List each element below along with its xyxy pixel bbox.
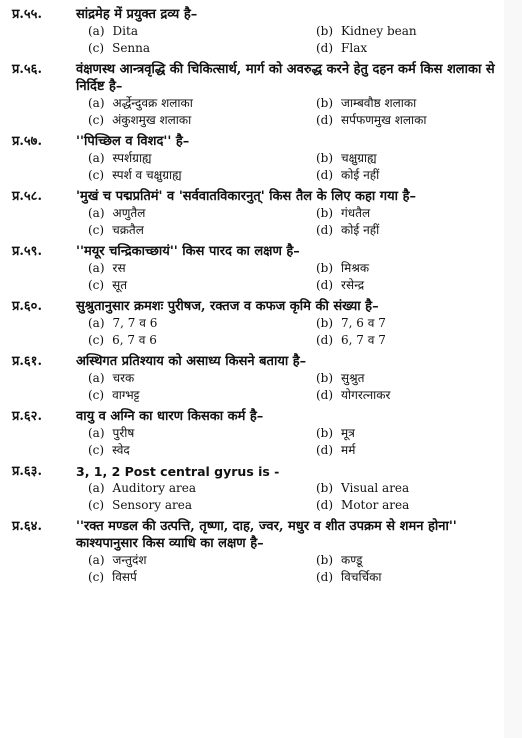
option-label: (c) <box>88 388 105 402</box>
answer-option[interactable] <box>316 552 514 569</box>
answer-option[interactable] <box>316 569 514 586</box>
answer-option[interactable] <box>316 112 514 129</box>
question-item <box>12 518 514 586</box>
option-label: (c) <box>88 113 105 127</box>
answer-option[interactable] <box>88 480 316 497</box>
scan-bleed <box>504 0 522 738</box>
answer-option[interactable] <box>88 40 316 57</box>
question-line <box>12 6 514 23</box>
answer-option[interactable] <box>316 442 514 459</box>
option-text: रस <box>112 261 126 275</box>
answer-option[interactable] <box>88 150 316 167</box>
option-label: (c) <box>88 570 105 584</box>
option-text: 6, 7 व 6 <box>112 333 157 347</box>
question-text: ''रक्त मण्डल की उत्पत्ति, तृष्णा, दाह, ज्वर, मधुर व शीत उपक्रम से शमन होना'' काश्यपानुसार किस व्याधि का लक्षण है– <box>76 519 457 551</box>
option-text: पुरीष <box>112 426 135 440</box>
answer-option[interactable] <box>316 222 514 239</box>
question-text: वंक्षणस्थ आन्त्रवृद्धि की चिकित्सार्थ, मार्ग को अवरुद्ध करने हेतु दहन कर्म किस शलाका से निर्दिष्ट है– <box>76 62 495 94</box>
question-line <box>12 298 514 315</box>
answer-option[interactable] <box>316 23 514 40</box>
option-text: योगरत्नाकर <box>341 388 391 402</box>
option-label: (b) <box>316 96 334 110</box>
answer-option[interactable] <box>316 150 514 167</box>
answer-option[interactable] <box>88 370 316 387</box>
question-number: प्र.६२. <box>12 409 42 424</box>
question-item <box>12 298 514 349</box>
question-text: वायु व अग्नि का धारण किसका कर्म है– <box>76 409 264 424</box>
option-text: मर्म <box>341 443 356 457</box>
options-grid <box>12 23 514 57</box>
option-label: (a) <box>88 206 105 220</box>
option-text: कोई नहीं <box>341 168 380 182</box>
option-text: Dita <box>112 24 138 38</box>
question-text: सांद्रमेह में प्रयुक्त द्रव्य है– <box>76 7 198 22</box>
question-text: 3, 1, 2 Post central gyrus is - <box>76 464 280 479</box>
option-text: Motor area <box>341 498 410 512</box>
option-label: (d) <box>316 41 334 55</box>
question-text: सुश्रुतानुसार क्रमशः पुरीषज, रक्तज व कफज कृमि की संख्या है– <box>76 299 379 314</box>
question-line <box>12 188 514 205</box>
answer-option[interactable] <box>316 260 514 277</box>
option-label: (c) <box>88 223 105 237</box>
question-list <box>12 6 514 586</box>
option-text: Senna <box>112 41 151 55</box>
options-grid <box>12 370 514 404</box>
question-number: प्र.६०. <box>12 299 42 314</box>
question-number: प्र.६१. <box>12 354 42 369</box>
answer-option[interactable] <box>316 332 514 349</box>
option-label: (a) <box>88 24 105 38</box>
option-label: (a) <box>88 316 105 330</box>
answer-option[interactable] <box>88 23 316 40</box>
option-label: (d) <box>316 278 334 292</box>
option-label: (d) <box>316 333 334 347</box>
option-label: (b) <box>316 151 334 165</box>
option-label: (c) <box>88 333 105 347</box>
option-label: (d) <box>316 498 334 512</box>
option-text: कण्डू <box>341 553 363 567</box>
question-item <box>12 61 514 129</box>
option-label: (a) <box>88 426 105 440</box>
option-text: चक्रतैल <box>112 223 144 237</box>
answer-option[interactable] <box>316 425 514 442</box>
option-label: (b) <box>316 24 334 38</box>
option-label: (d) <box>316 113 334 127</box>
option-text: विचर्चिका <box>341 570 382 584</box>
answer-option[interactable] <box>316 315 514 332</box>
answer-option[interactable] <box>88 222 316 239</box>
option-text: स्पर्शग्राह्य <box>112 151 152 165</box>
question-item <box>12 353 514 404</box>
option-label: (d) <box>316 223 334 237</box>
answer-option[interactable] <box>88 315 316 332</box>
answer-option[interactable] <box>88 442 316 459</box>
question-line <box>12 408 514 425</box>
question-number: प्र.६४. <box>12 519 42 534</box>
option-label: (b) <box>316 481 334 495</box>
question-line <box>12 243 514 260</box>
answer-option[interactable] <box>316 370 514 387</box>
option-label: (c) <box>88 498 105 512</box>
options-grid <box>12 150 514 184</box>
question-number: प्र.५६. <box>12 62 42 77</box>
question-line <box>12 133 514 150</box>
answer-option[interactable] <box>88 552 316 569</box>
option-text: Flax <box>341 41 368 55</box>
answer-option[interactable] <box>88 95 316 112</box>
question-number: प्र.५५. <box>12 7 42 22</box>
option-label: (c) <box>88 168 105 182</box>
question-number: प्र.६३. <box>12 464 42 479</box>
option-label: (d) <box>316 443 334 457</box>
question-item <box>12 243 514 294</box>
option-label: (a) <box>88 96 105 110</box>
answer-option[interactable] <box>316 480 514 497</box>
option-label: (d) <box>316 570 334 584</box>
option-text: मूत्र <box>341 426 355 440</box>
answer-option[interactable] <box>88 277 316 294</box>
option-label: (a) <box>88 481 105 495</box>
question-text: ''पिच्छिल व विशद'' है– <box>76 134 190 149</box>
option-label: (d) <box>316 388 334 402</box>
option-text: सुश्रुत <box>341 371 365 385</box>
option-label: (a) <box>88 553 105 567</box>
options-grid <box>12 95 514 129</box>
question-number: प्र.५९. <box>12 244 42 259</box>
answer-option[interactable] <box>88 205 316 222</box>
options-grid <box>12 552 514 586</box>
option-label: (b) <box>316 261 334 275</box>
option-label: (c) <box>88 278 105 292</box>
option-text: स्वेद <box>112 443 130 457</box>
answer-option[interactable] <box>88 425 316 442</box>
option-label: (b) <box>316 206 334 220</box>
question-text: 'मुखं च पद्मप्रतिमं' व 'सर्ववातविकारनुत्' किस तैल के लिए कहा गया है– <box>76 189 416 204</box>
option-label: (a) <box>88 151 105 165</box>
options-grid <box>12 480 514 514</box>
option-text: कोई नहीं <box>341 223 380 237</box>
answer-option[interactable] <box>316 277 514 294</box>
question-item <box>12 6 514 57</box>
option-text: विसर्प <box>112 570 137 584</box>
option-text: अणुतैल <box>112 206 146 220</box>
answer-option[interactable] <box>88 387 316 404</box>
option-text: स्पर्श व चक्षुग्राह्य <box>112 168 182 182</box>
question-number: प्र.५८. <box>12 189 42 204</box>
answer-option[interactable] <box>316 497 514 514</box>
option-text: 7, 6 व 7 <box>341 316 386 330</box>
option-text: जाम्बवौष्ठ शलाका <box>341 96 417 110</box>
option-label: (a) <box>88 261 105 275</box>
option-text: Kidney bean <box>341 24 417 38</box>
option-label: (c) <box>88 443 105 457</box>
question-line <box>12 518 514 552</box>
answer-option[interactable] <box>316 205 514 222</box>
option-label: (d) <box>316 168 334 182</box>
option-text: जन्तुदंश <box>112 553 147 567</box>
answer-option[interactable] <box>316 40 514 57</box>
option-label: (b) <box>316 426 334 440</box>
option-text: Visual area <box>341 481 410 495</box>
question-item <box>12 408 514 459</box>
answer-option[interactable] <box>316 167 514 184</box>
answer-option[interactable] <box>316 387 514 404</box>
option-text: गंधतैल <box>341 206 371 220</box>
option-text: Auditory area <box>112 481 196 495</box>
option-text: रसेन्द्र <box>341 278 365 292</box>
answer-option[interactable] <box>88 569 316 586</box>
question-item <box>12 133 514 184</box>
options-grid <box>12 425 514 459</box>
options-grid <box>12 260 514 294</box>
answer-option[interactable] <box>88 260 316 277</box>
options-grid <box>12 315 514 349</box>
option-text: 6, 7 व 7 <box>341 333 386 347</box>
question-item <box>12 463 514 514</box>
answer-option[interactable] <box>88 112 316 129</box>
option-text: अंकुशमुख शलाका <box>112 113 192 127</box>
option-text: वाग्भट्ट <box>112 388 140 402</box>
option-text: चक्षुग्राह्य <box>341 151 377 165</box>
options-grid <box>12 205 514 239</box>
option-text: सूत <box>112 278 128 292</box>
option-text: चरक <box>112 371 135 385</box>
option-label: (a) <box>88 371 105 385</box>
question-text: अस्थिगत प्रतिश्याय को असाध्य किसने बताया है– <box>76 354 307 369</box>
option-text: सर्पफणमुख शलाका <box>341 113 427 127</box>
option-text: 7, 7 व 6 <box>112 316 158 330</box>
question-line <box>12 463 514 480</box>
answer-option[interactable] <box>88 332 316 349</box>
option-text: अर्द्धेन्दुवक्र शलाका <box>112 96 193 110</box>
answer-option[interactable] <box>88 497 316 514</box>
option-label: (b) <box>316 553 334 567</box>
option-label: (c) <box>88 41 105 55</box>
answer-option[interactable] <box>316 95 514 112</box>
question-line <box>12 353 514 370</box>
option-text: मिश्रक <box>341 261 370 275</box>
option-label: (b) <box>316 371 334 385</box>
question-text: ''मयूर चन्द्रिकाच्छायं'' किस पारद का लक्षण है– <box>76 244 300 259</box>
answer-option[interactable] <box>88 167 316 184</box>
question-item <box>12 188 514 239</box>
option-text: Sensory area <box>112 498 193 512</box>
question-line <box>12 61 514 95</box>
option-label: (b) <box>316 316 334 330</box>
question-number: प्र.५७. <box>12 134 42 149</box>
